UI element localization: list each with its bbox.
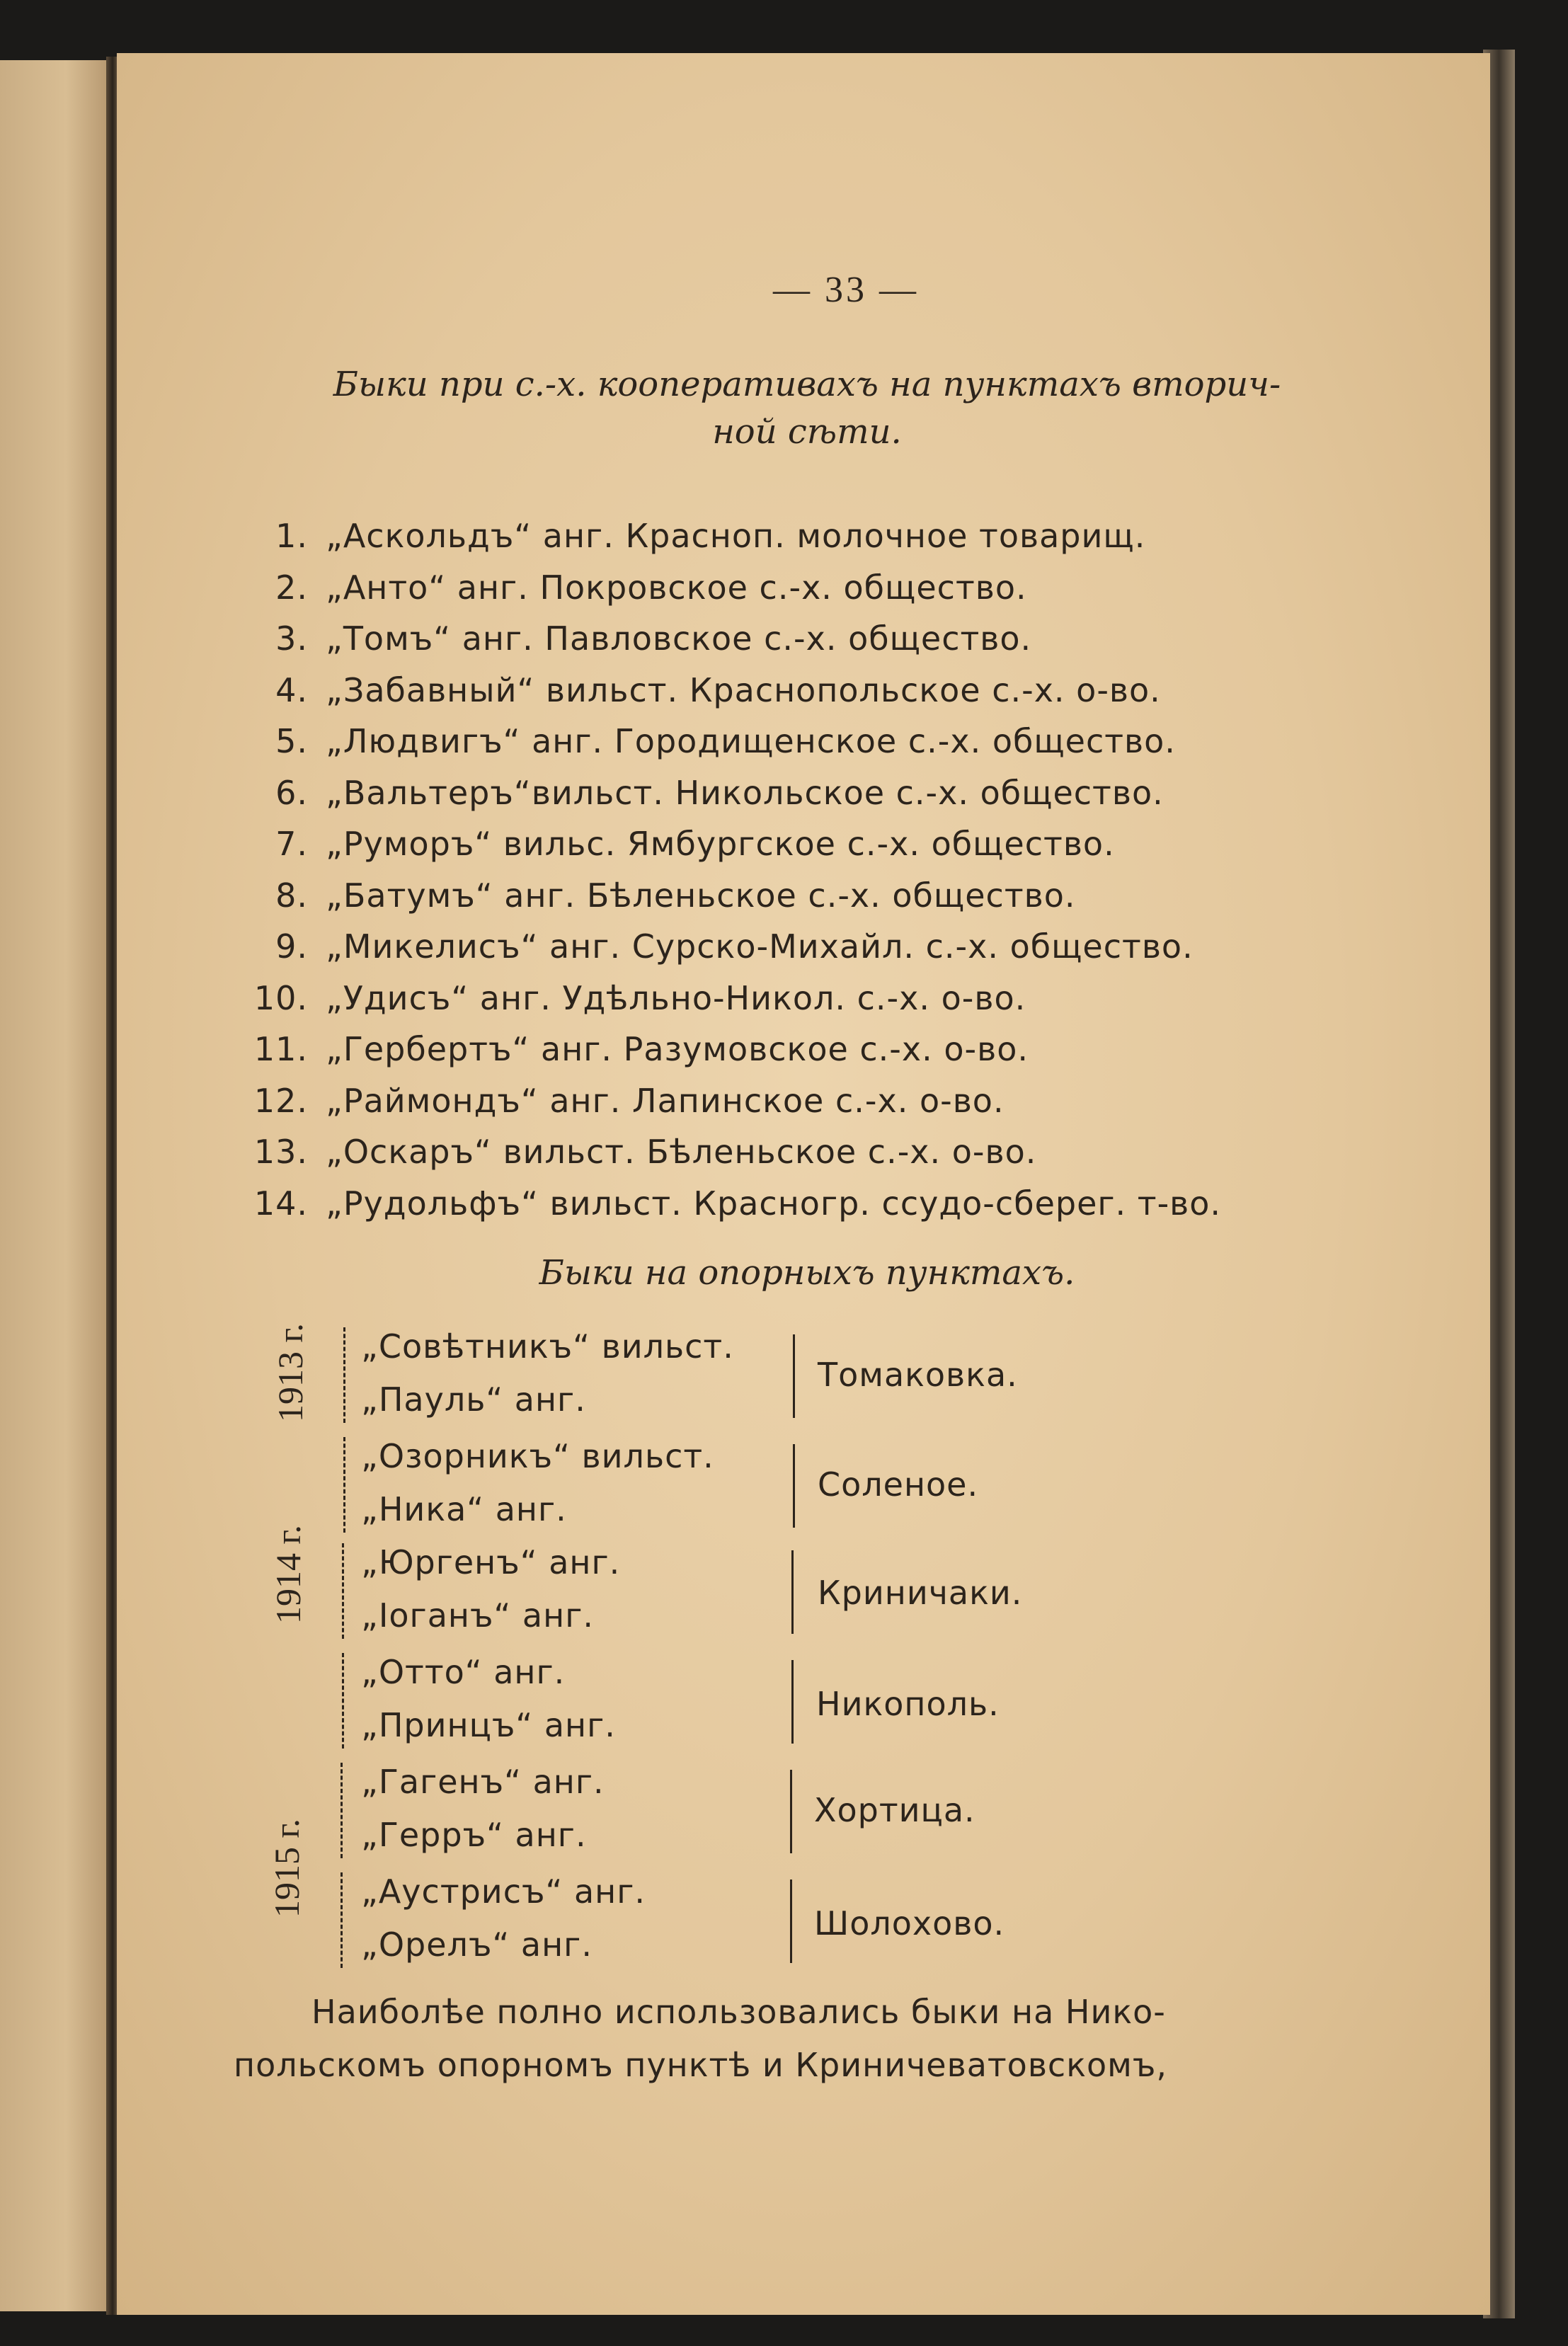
- list-item-number: 9.: [275, 927, 308, 966]
- list-item: [241, 979, 1373, 1031]
- list-item: [241, 876, 1373, 928]
- list-item: [241, 722, 1373, 774]
- list-item-text: „Микелисъ“ анг. Сурско-Михайл. с.-х. общество.: [326, 927, 1194, 966]
- list-item-text: „Раймондъ“ анг. Лапинское с.-х. о-во.: [326, 1081, 1005, 1120]
- bracket-left-3: [342, 1543, 344, 1639]
- year-label-1913: 1913 г.: [270, 1323, 310, 1422]
- bull-name: „Ника“ анг.: [361, 1490, 567, 1528]
- list-item-text: „Батумъ“ анг. Бѣленьское с.-х. общество.: [326, 876, 1076, 915]
- list-item-text: „Гербертъ“ анг. Разумовское с.-х. о-во.: [326, 1030, 1029, 1068]
- list-item-number: 10.: [253, 978, 308, 1017]
- list-item-number: 12.: [253, 1081, 308, 1120]
- list-item: [241, 1133, 1373, 1184]
- list-item-text: „Руморъ“ вильс. Ямбургское с.-х. общество.: [326, 825, 1115, 863]
- page-number: — 33 —: [773, 270, 919, 310]
- list-item: [241, 927, 1373, 979]
- list-item: [241, 1184, 1373, 1236]
- list-item-text: „Людвигъ“ анг. Городищенское с.-х. общество.: [326, 722, 1176, 760]
- place-name: Никополь.: [816, 1685, 1000, 1723]
- place-name: Шолохово.: [814, 1904, 1005, 1942]
- bull-name: „Аустрисъ“ анг.: [361, 1872, 646, 1911]
- list-item-number: 14.: [253, 1184, 308, 1223]
- bracket-left-4: [342, 1653, 344, 1749]
- bull-name: „Гагенъ“ анг.: [361, 1763, 605, 1801]
- list-item-number: 4.: [275, 670, 308, 709]
- bull-name: „Пауль“ анг.: [361, 1380, 586, 1419]
- list-item-number: 6.: [275, 773, 308, 812]
- bull-name: „Совѣтникъ“ вильст.: [361, 1327, 734, 1366]
- list-item-text: „Аскольдъ“ анг. Красноп. молочное товарищ.: [326, 517, 1146, 555]
- bracket-left-5: [341, 1763, 343, 1858]
- place-name: Хортица.: [814, 1791, 975, 1829]
- list-item-number: 8.: [275, 876, 308, 915]
- bull-list: [241, 517, 1373, 1235]
- place-name: Криничаки.: [818, 1574, 1023, 1612]
- year-label-1915: 1915 г.: [267, 1819, 307, 1918]
- list-item-text: „Анто“ анг. Покровское с.-х. общество.: [326, 568, 1027, 607]
- list-item-number: 7.: [275, 825, 308, 863]
- bracket-right-3: [791, 1550, 794, 1634]
- list-item-number: 2.: [275, 568, 308, 607]
- place-name: Томаковка.: [818, 1356, 1018, 1394]
- list-item: [241, 1082, 1373, 1133]
- list-item-text: „Вальтеръ“вильст. Никольское с.-х. общество.: [326, 773, 1164, 812]
- heading-line-2: ной сѣти.: [712, 412, 902, 452]
- list-item-number: 13.: [253, 1133, 308, 1171]
- list-item-text: „Удисъ“ анг. Удѣльно-Никол. с.-х. о-во.: [326, 978, 1026, 1017]
- bracket-right-6: [790, 1879, 792, 1963]
- bracket-right-4: [791, 1660, 794, 1744]
- bracket-left-6: [341, 1872, 343, 1968]
- list-item-text: „Томъ“ анг. Павловское с.-х. общество.: [326, 619, 1032, 658]
- bull-name: „Озорникъ“ вильст.: [361, 1437, 714, 1475]
- list-item: [241, 825, 1373, 876]
- list-item-text: „Забавный“ вильст. Краснопольское с.-х. о-во.: [326, 670, 1161, 709]
- place-name: Соленое.: [818, 1465, 979, 1504]
- list-item-number: 3.: [275, 619, 308, 658]
- list-item-text: „Оскаръ“ вильст. Бѣленьское с.-х. о-во.: [326, 1133, 1037, 1171]
- bull-name: „Юргенъ“ анг.: [361, 1543, 621, 1581]
- list-item-number: 1.: [275, 517, 308, 555]
- bracket-right-2: [793, 1444, 795, 1528]
- paragraph-line-1: Наиболѣе полно использовались быки на Нико-: [311, 1993, 1166, 2031]
- heading-line-1: Быки при с.-х. кооперативахъ на пунктахъ вторич-: [333, 365, 1281, 404]
- list-item-number: 11.: [253, 1030, 308, 1068]
- bracket-right-1: [793, 1334, 795, 1418]
- section-heading-secondary-network: [244, 361, 1370, 456]
- year-label-1914: 1914 г.: [268, 1525, 308, 1624]
- bull-name: „Герръ“ анг.: [361, 1816, 587, 1854]
- list-item: [241, 1030, 1373, 1082]
- bracket-right-5: [790, 1770, 792, 1853]
- list-item-number: 5.: [275, 722, 308, 760]
- list-item: [241, 774, 1373, 825]
- bracket-left-1: [343, 1327, 345, 1423]
- left-page-edge: [0, 60, 110, 2311]
- bracket-left-2: [343, 1437, 345, 1533]
- list-item: [241, 517, 1373, 568]
- bull-name: „Отто“ анг.: [361, 1653, 566, 1691]
- bull-name: „Іоганъ“ анг.: [361, 1596, 594, 1635]
- list-item: [241, 568, 1373, 620]
- list-item-text: „Рудольфъ“ вильст. Красногр. ссудо-сберег. т-во.: [326, 1184, 1222, 1223]
- list-item: [241, 619, 1373, 671]
- list-item: [241, 671, 1373, 723]
- bull-name: „Принцъ“ анг.: [361, 1706, 616, 1744]
- paragraph-line-2: польскомъ опорномъ пунктѣ и Криничеватовскомъ,: [234, 2046, 1167, 2084]
- section-heading-support-points: Быки на опорныхъ пунктахъ.: [539, 1253, 1075, 1293]
- bull-name: „Орелъ“ анг.: [361, 1926, 593, 1964]
- book-page: [117, 53, 1490, 2315]
